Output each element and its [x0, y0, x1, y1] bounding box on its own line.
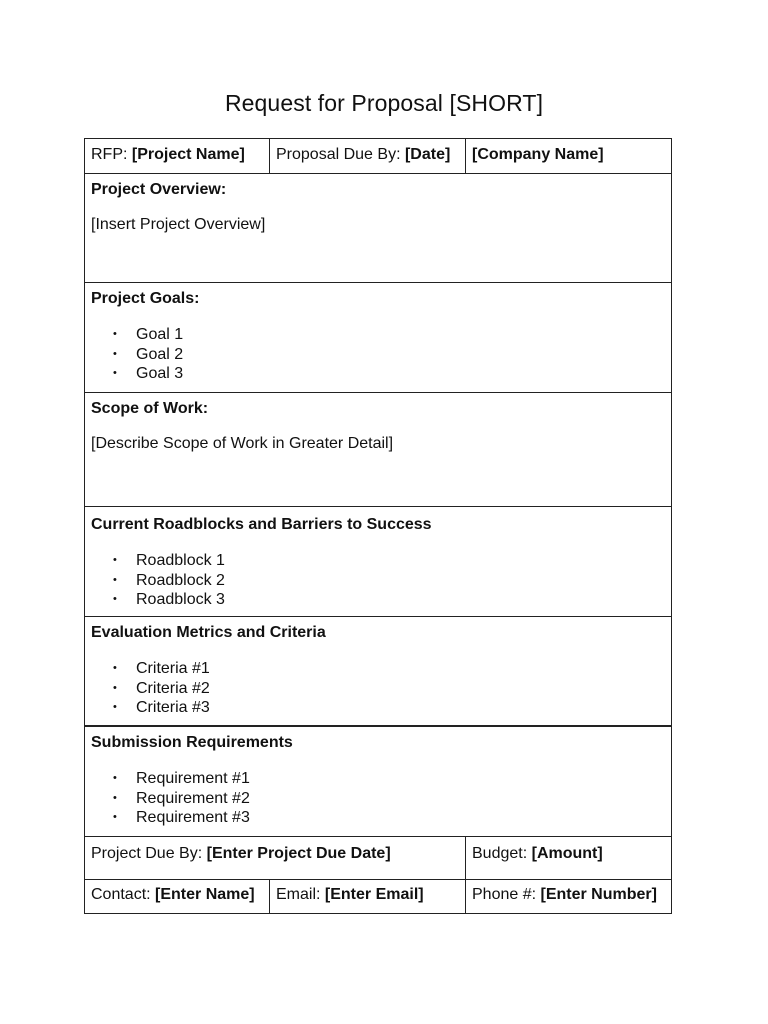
goal-text: Goal 2	[136, 345, 184, 363]
evaluation-list	[91, 659, 665, 718]
roadblock-text: Roadblock 3	[136, 591, 225, 608]
overview-heading: Project Overview:	[91, 181, 227, 198]
submission-section	[85, 727, 671, 837]
bullet-icon: •	[113, 554, 117, 566]
roadblocks-heading: Current Roadblocks and Barriers to Success	[91, 516, 432, 533]
budget-label: Budget:	[472, 845, 532, 862]
project-due-label: Project Due By:	[91, 845, 207, 862]
rfp-label: RFP:	[91, 146, 132, 163]
scope-section	[85, 393, 671, 507]
bullet-icon: •	[113, 662, 117, 674]
email-label: Email:	[276, 886, 325, 903]
submission-heading: Submission Requirements	[91, 734, 293, 751]
list-item[interactable]	[91, 571, 665, 591]
requirement-text: Requirement #3	[136, 809, 250, 826]
project-name-field[interactable]: [Project Name]	[131, 146, 245, 163]
list-item[interactable]	[91, 769, 665, 789]
bullet-icon: •	[113, 811, 117, 823]
bullet-icon: •	[113, 681, 117, 694]
roadblocks-section	[85, 507, 671, 617]
scope-text-field[interactable]: [Describe Scope of Work in Greater Detail]	[91, 435, 394, 452]
proposal-due-cell[interactable]	[270, 139, 466, 173]
phone-cell[interactable]	[466, 880, 671, 914]
email-field[interactable]: [Enter Email]	[324, 886, 424, 903]
criteria-text: Criteria #2	[136, 679, 210, 697]
roadblock-text: Roadblock 2	[136, 571, 225, 589]
bullet-icon: •	[113, 791, 117, 804]
company-name-field[interactable]: [Company Name]	[472, 146, 604, 163]
list-item[interactable]	[91, 551, 665, 571]
phone-number-field[interactable]: [Enter Number]	[540, 886, 657, 903]
evaluation-section	[85, 617, 671, 727]
list-item[interactable]	[91, 590, 665, 610]
footer-row-contact	[85, 880, 671, 914]
contact-label: Contact:	[91, 886, 156, 903]
proposal-due-label: Proposal Due By:	[276, 146, 405, 163]
bullet-icon: •	[113, 367, 117, 379]
bullet-icon: •	[113, 701, 117, 713]
overview-section	[85, 174, 671, 283]
criteria-text: Criteria #3	[136, 699, 210, 716]
rfp-form-table	[84, 138, 672, 914]
overview-text-field[interactable]: [Insert Project Overview]	[91, 216, 266, 233]
list-item[interactable]	[91, 325, 665, 345]
project-due-cell[interactable]	[85, 837, 466, 879]
contact-name-field[interactable]: [Enter Name]	[155, 886, 255, 903]
bullet-icon: •	[113, 593, 117, 605]
list-item[interactable]	[91, 364, 665, 384]
requirement-text: Requirement #2	[136, 789, 250, 807]
list-item[interactable]	[91, 345, 665, 365]
criteria-text: Criteria #1	[136, 660, 210, 677]
goals-section	[85, 283, 671, 393]
roadblock-text: Roadblock 1	[136, 552, 225, 569]
goals-heading: Project Goals:	[91, 290, 200, 307]
bullet-icon: •	[113, 772, 117, 784]
bullet-icon: •	[113, 347, 117, 360]
goal-text: Goal 1	[136, 326, 184, 343]
email-cell[interactable]	[270, 880, 466, 914]
list-item[interactable]	[91, 659, 665, 679]
budget-cell[interactable]	[466, 837, 671, 879]
bullet-icon: •	[113, 328, 117, 340]
list-item[interactable]	[91, 789, 665, 809]
phone-label: Phone #:	[472, 886, 541, 903]
rfp-cell[interactable]	[85, 139, 270, 173]
header-row	[85, 139, 671, 174]
project-due-date-field[interactable]: [Enter Project Due Date]	[206, 845, 391, 862]
goal-text: Goal 3	[136, 365, 184, 382]
budget-amount-field[interactable]: [Amount]	[531, 845, 603, 862]
proposal-date-field[interactable]: [Date]	[404, 146, 451, 163]
goals-list	[91, 325, 665, 384]
submission-list	[91, 769, 665, 828]
scope-heading: Scope of Work:	[91, 400, 209, 417]
page-title: Request for Proposal [SHORT]	[224, 90, 544, 116]
footer-row-due-budget	[85, 837, 671, 880]
bullet-icon: •	[113, 573, 117, 586]
evaluation-heading: Evaluation Metrics and Criteria	[91, 624, 326, 641]
requirement-text: Requirement #1	[136, 770, 250, 787]
company-cell[interactable]	[466, 139, 671, 173]
list-item[interactable]	[91, 679, 665, 699]
roadblocks-list	[91, 551, 665, 610]
list-item[interactable]	[91, 808, 665, 828]
contact-cell[interactable]	[85, 880, 270, 914]
list-item[interactable]	[91, 698, 665, 718]
